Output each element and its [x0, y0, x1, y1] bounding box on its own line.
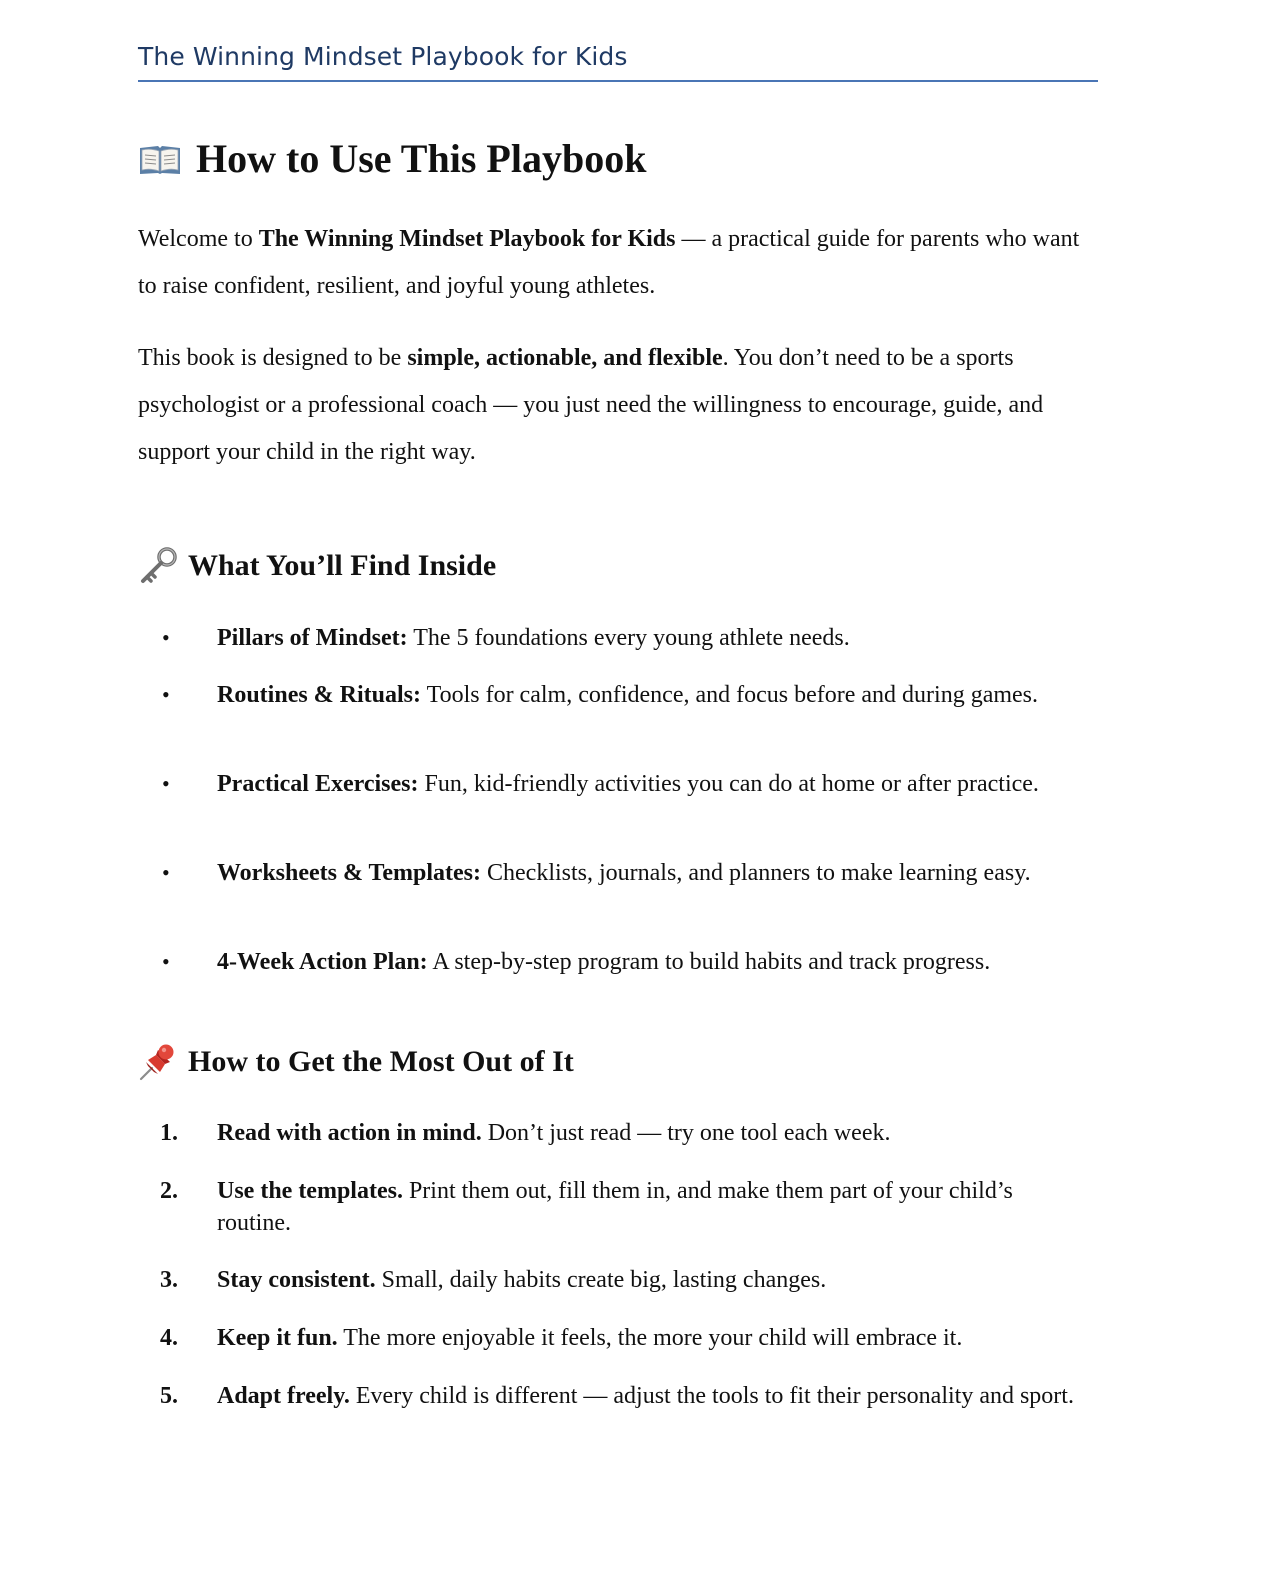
section-heading-most-text: How to Get the Most Out of It — [188, 1045, 574, 1078]
intro-paragraph-2 — [138, 335, 1103, 476]
intro-p1-text: Welcome to — [138, 226, 259, 252]
item-lead: Pillars of Mindset: — [217, 625, 408, 651]
item-text: Small, daily habits create big, lasting changes. — [375, 1267, 827, 1293]
pushpin-icon — [138, 1042, 178, 1082]
item-number: 2. — [160, 1178, 178, 1204]
bullet-marker: • — [162, 949, 170, 974]
item-lead: Adapt freely. — [217, 1383, 350, 1409]
item-text: The more enjoyable it feels, the more your child will embrace it. — [337, 1325, 963, 1351]
intro-paragraph-1 — [138, 216, 1103, 310]
bullet-marker: • — [162, 860, 170, 885]
item-text: Fun, kid-friendly activities you can do at home or after practice. — [418, 771, 1039, 797]
running-header: The Winning Mindset Playbook for Kids — [138, 42, 628, 71]
item-number: 4. — [160, 1325, 178, 1351]
item-text: Print them out, fill them in, and make them part of your child’s routine. — [217, 1178, 1013, 1236]
open-book-icon — [138, 141, 182, 177]
section-heading-inside — [138, 546, 496, 586]
item-text: The 5 foundations every young athlete needs. — [407, 625, 850, 651]
item-text: Every child is different — adjust the tools to fit their personality and sport. — [349, 1383, 1074, 1409]
item-lead: Practical Exercises: — [217, 771, 419, 797]
item-lead: 4-Week Action Plan: — [217, 949, 428, 975]
header-divider — [138, 80, 1098, 82]
item-number: 5. — [160, 1383, 178, 1409]
item-lead: Stay consistent. — [217, 1267, 376, 1293]
item-text: Tools for calm, confidence, and focus before and during games. — [421, 682, 1039, 708]
intro-p1-emphasis: The Winning Mindset Playbook for Kids — [258, 226, 676, 252]
intro-p1-text-cont: — a practical guide for parents who want to raise confident, resilient, and joyful young athletes. — [138, 226, 1080, 299]
item-lead: Use the templates. — [217, 1178, 403, 1204]
item-number: 1. — [160, 1120, 178, 1146]
intro-p2-text-cont: . You don’t need to be a sports psychologist or a professional coach — you just need the willingness to encourage, guide, and support your child in the right way. — [138, 345, 1044, 465]
intro-p2-text: This book is designed to be — [138, 345, 408, 371]
bullet-marker: • — [162, 625, 170, 650]
bullet-marker: • — [162, 771, 170, 796]
item-lead: Worksheets & Templates: — [217, 860, 481, 886]
key-icon — [138, 546, 178, 586]
intro-p2-emphasis: simple, actionable, and flexible — [407, 345, 723, 371]
section-heading-most — [138, 1042, 574, 1082]
item-lead: Keep it fun. — [217, 1325, 338, 1351]
item-text: A step-by-step program to build habits and track progress. — [427, 949, 991, 975]
page-title-text: How to Use This Playbook — [196, 136, 647, 181]
section-heading-inside-text: What You’ll Find Inside — [188, 549, 497, 582]
item-number: 3. — [160, 1267, 178, 1293]
item-text: Checklists, journals, and planners to make learning easy. — [481, 860, 1031, 886]
page-title — [138, 135, 646, 182]
item-text: Don’t just read — try one tool each week. — [481, 1120, 891, 1146]
bullet-marker: • — [162, 682, 170, 707]
item-lead: Read with action in mind. — [217, 1120, 482, 1146]
item-lead: Routines & Rituals: — [217, 682, 422, 708]
